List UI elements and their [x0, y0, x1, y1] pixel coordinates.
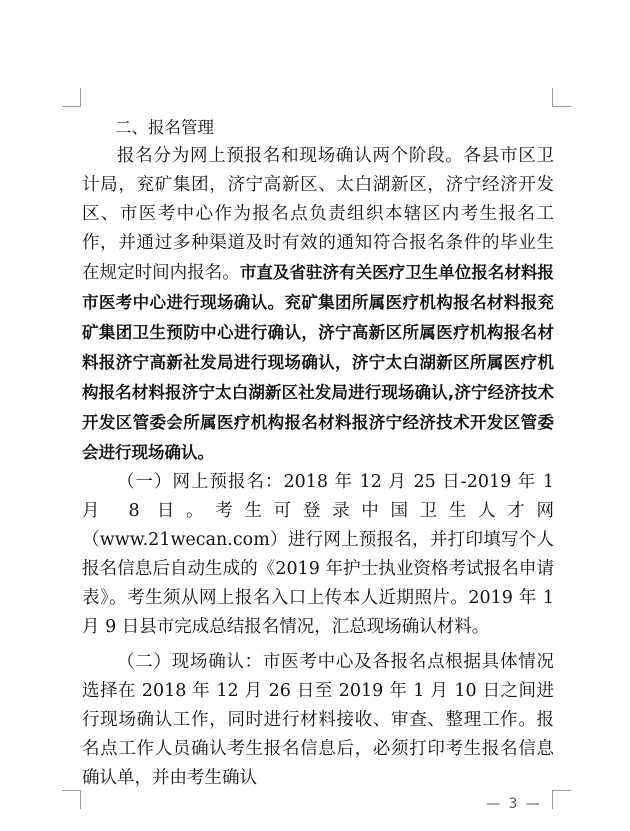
document-body — [82, 113, 554, 793]
section-heading: 二、报名管理 — [115, 118, 214, 137]
paragraph-registration — [82, 142, 554, 468]
paragraph-onsite-confirmation: （二）现场确认：市医考中心及各报名点根据具体情况选择在 2018 年 12 月 26 日至 2019 年 1 月 10 日之间进行现场确认工作，同时进行材料接收、审查、整理工作。报名点工作人员确认考生报名信息后，必须打印考生报名信息确认单，并由考生确认 — [82, 652, 554, 788]
paragraph-registration-bold: 市直及省驻济有关医疗卫生单位报名材料报市医考中心进行现场确认。兖矿集团所属医疗机构报名材料报兖矿集团卫生预防中心进行确认，济宁高新区所属医疗机构报名材料报济宁高新社发局进行现场确认，济宁太白湖新区所属医疗机构报名材料报济宁太白湖新区社发局进行现场确认,济宁经济技术开发区管委会所属医疗机构报名材料报济宁经济技术开发区管委会进行现场确认。 — [82, 263, 555, 462]
crop-mark-bottom-left — [62, 790, 81, 809]
crop-mark-bottom-right — [552, 790, 571, 809]
crop-mark-top-right — [552, 88, 571, 107]
crop-mark-top-left — [62, 88, 81, 107]
page-number: — 3 — — [486, 796, 542, 812]
paragraph-online-registration: （一）网上预报名：2018 年 12 月 25 日-2019 年 1 月 8 日。考生可登录中国卫生人才网（www.21wecan.com）进行网上预报名，并打印填写个人报名信息后自动生成的《2019 年护士执业资格考试报名申请表》。考生须从网上报名入口上传本人近期照片。2019 年 1 月 9 日县市完成总结报名情况，汇总现场确认材料。 — [82, 472, 554, 637]
paragraph-registration-text: 报名分为网上预报名和现场确认两个阶段。各县市区卫计局，兖矿集团，济宁高新区、太白湖新区，济宁经济开发区、市医考中心作为报名点负责组织本辖区内考生报名工作，并通过多种渠道及时有效的通知符合报名条件的毕业生在规定时间内报名。 — [82, 146, 554, 283]
